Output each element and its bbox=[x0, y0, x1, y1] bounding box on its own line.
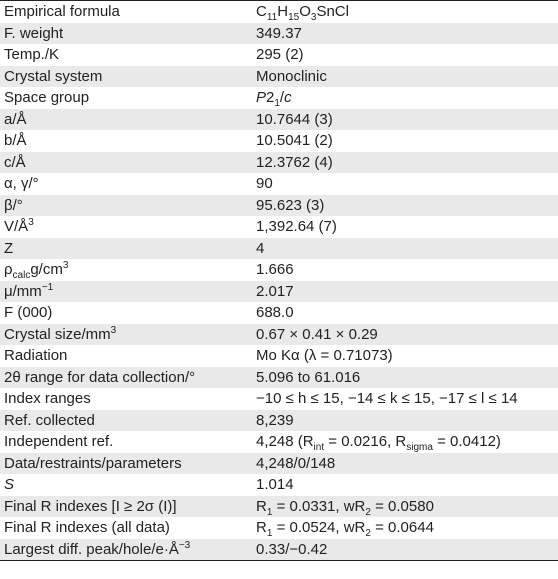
value-cell: $R_1 = 0.0331$, $wR_2 = 0.0580$ bbox=[252, 496, 558, 518]
parameter-cell: $\rho_{calc}g/cm^3$ bbox=[4, 260, 69, 281]
parameter-cell: b/Å bbox=[4, 132, 27, 149]
parameter-cell: Space group bbox=[4, 89, 90, 106]
parameter-cell: Largest diff. peak/$hole/e\cdot Å^{-3}$ bbox=[0, 539, 252, 561]
value-cell: 90 bbox=[256, 175, 273, 192]
table-row bbox=[0, 324, 558, 346]
value-cell: 10.5041 (2) bbox=[256, 132, 333, 149]
table-row bbox=[0, 345, 558, 367]
parameter-cell: Radiation bbox=[4, 347, 68, 364]
parameter-cell: Ref. collected bbox=[0, 410, 252, 432]
table-row bbox=[0, 496, 558, 518]
parameter-cell: Independent ref. bbox=[4, 433, 114, 450]
value-cell: 0.33/−0.42 bbox=[252, 539, 558, 561]
table-body bbox=[0, 1, 558, 561]
table-row bbox=[0, 281, 558, 303]
value-cell: 95.623 (3) bbox=[252, 195, 558, 217]
parameter-cell: Z bbox=[0, 238, 252, 260]
value-cell: 688.0 bbox=[256, 304, 294, 321]
parameter-cell: Empirical formula bbox=[0, 1, 252, 23]
parameter-cell: Final R indexes (all data) bbox=[4, 519, 170, 536]
parameter-cell: Index ranges bbox=[4, 390, 91, 407]
value-cell: 4,248/0/148 bbox=[252, 453, 558, 475]
value-cell: 8,239 bbox=[252, 410, 558, 432]
table-row bbox=[0, 44, 558, 66]
value-cell: 4 bbox=[252, 238, 558, 260]
value-cell: 1,392.64 (7) bbox=[256, 218, 337, 235]
value-cell: 10.7644 (3) bbox=[252, 109, 558, 131]
parameter-cell: Final R indexes [I ≥ 2σ (I)] bbox=[0, 496, 252, 518]
table-row bbox=[0, 173, 558, 195]
table-row bbox=[0, 302, 558, 324]
value-cell: 0.67 × 0.41 × 0.29 bbox=[252, 324, 558, 346]
table-row bbox=[0, 474, 558, 496]
value-cell: $P2_1/c$ bbox=[256, 89, 292, 109]
table-row bbox=[0, 152, 558, 174]
value-cell: $C_{11}H_{15}O_3SnCl$ bbox=[252, 1, 558, 23]
parameter-cell: 2θ range for data collection/° bbox=[0, 367, 252, 389]
value-cell: Mo Kα (λ = 0.71073) bbox=[256, 347, 393, 364]
table-row bbox=[0, 431, 558, 453]
parameter-cell: Temp./K bbox=[4, 46, 60, 63]
table-row bbox=[0, 130, 558, 152]
parameter-cell: Crystal size/$mm^3$ bbox=[0, 324, 252, 346]
value-cell: 2.017 bbox=[252, 281, 558, 303]
table-row bbox=[0, 238, 558, 260]
value-cell: 295 (2) bbox=[256, 46, 304, 63]
value-cell: Monoclinic bbox=[252, 66, 558, 88]
parameter-cell: c/Å bbox=[0, 152, 252, 174]
table-row bbox=[0, 259, 558, 281]
table-row bbox=[0, 87, 558, 109]
table-row bbox=[0, 367, 558, 389]
table-row bbox=[0, 539, 558, 561]
parameter-cell: F (000) bbox=[4, 304, 53, 321]
parameter-cell: $V/Å^3$ bbox=[4, 217, 34, 235]
table-row bbox=[0, 453, 558, 475]
parameter-cell: β/° bbox=[0, 195, 252, 217]
value-cell: 12.3762 (4) bbox=[252, 152, 558, 174]
table-row bbox=[0, 216, 558, 238]
parameter-cell: Data/restraints/parameters bbox=[0, 453, 252, 475]
parameter-cell: S bbox=[4, 476, 15, 493]
table-row bbox=[0, 388, 558, 410]
parameter-cell: a/Å bbox=[0, 109, 252, 131]
value-cell: −10 ≤ h ≤ 15, −14 ≤ k ≤ 15, −17 ≤ l ≤ 14 bbox=[256, 390, 518, 407]
parameter-cell: $\mu/mm^{-1}$ bbox=[0, 281, 252, 303]
table-row bbox=[0, 195, 558, 217]
table-row bbox=[0, 109, 558, 131]
value-cell: 1.666 bbox=[256, 261, 294, 278]
table-row bbox=[0, 23, 558, 45]
value-cell: 1.014 bbox=[256, 476, 294, 493]
parameter-cell: F. weight bbox=[0, 23, 252, 45]
table-row bbox=[0, 66, 558, 88]
table-row bbox=[0, 1, 558, 23]
parameter-cell: Crystal system bbox=[0, 66, 252, 88]
value-cell: 5.096 to 61.016 bbox=[252, 367, 558, 389]
value-cell: 349.37 bbox=[252, 23, 558, 45]
value-cell: 4,248 ($R_{int} = 0.0216$, $R_{sigma} = 0.0412$) bbox=[256, 433, 501, 453]
table-row bbox=[0, 517, 558, 539]
table-row bbox=[0, 410, 558, 432]
parameter-cell: α, γ/° bbox=[4, 175, 39, 192]
value-cell: $R_1 = 0.0524$, $wR_2 = 0.0644$ bbox=[256, 519, 434, 539]
